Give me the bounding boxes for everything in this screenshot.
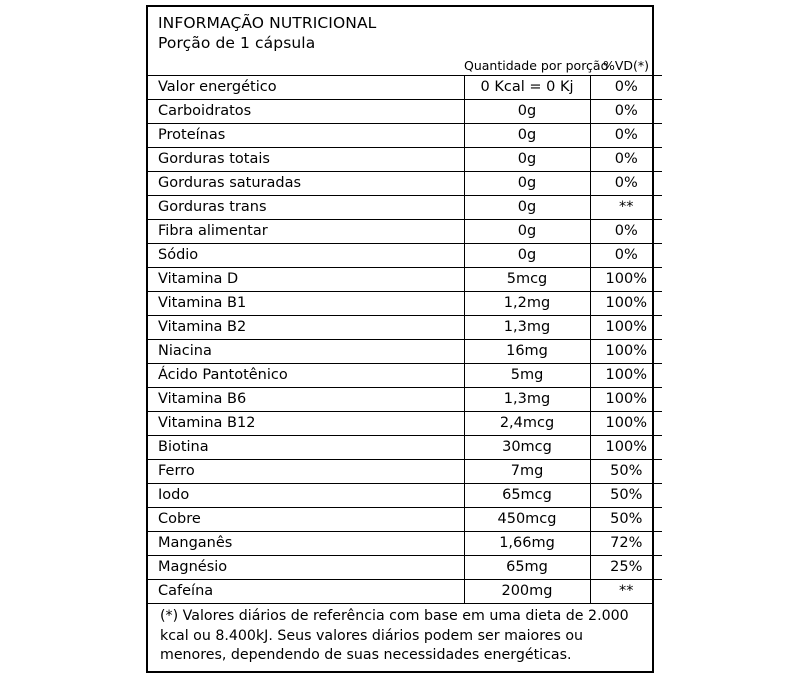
nutrient-amount: 0g — [464, 100, 590, 124]
nutrient-amount: 5mg — [464, 364, 590, 388]
table-row — [148, 124, 662, 148]
nutrient-name: Vitamina B6 — [148, 388, 464, 412]
nutrient-name: Magnésio — [148, 556, 464, 580]
nutrient-name: Sódio — [148, 244, 464, 268]
nutrient-name: Gorduras totais — [148, 148, 464, 172]
table-row — [148, 148, 662, 172]
table-row — [148, 436, 662, 460]
nutrient-vd: 0% — [590, 100, 662, 124]
nutrient-name: Cafeína — [148, 580, 464, 604]
nutrient-vd: 72% — [590, 532, 662, 556]
nutrient-amount: 0g — [464, 196, 590, 220]
table-row — [148, 172, 662, 196]
table-row — [148, 100, 662, 124]
nutrient-name: Ácido Pantotênico — [148, 364, 464, 388]
column-header-amount: Quantidade por porção — [464, 58, 609, 73]
nutrient-amount: 30mcg — [464, 436, 590, 460]
nutrient-amount: 200mg — [464, 580, 590, 604]
nutrient-name: Manganês — [148, 532, 464, 556]
nutrient-vd: 100% — [590, 364, 662, 388]
nutrient-name: Valor energético — [148, 76, 464, 100]
table-row — [148, 220, 662, 244]
nutrient-vd: 100% — [590, 268, 662, 292]
nutrient-name: Carboidratos — [148, 100, 464, 124]
nutrient-name: Vitamina B1 — [148, 292, 464, 316]
nutrient-vd: 0% — [590, 124, 662, 148]
table-row — [148, 388, 662, 412]
daily-value-footnote: (*) Valores diários de referência com base em uma dieta de 2.000 kcal ou 8.400kJ. Seus valores diários podem ser maiores ou menores, dependendo de suas necessidades energéticas. — [148, 603, 652, 671]
nutrient-vd: 0% — [590, 76, 662, 100]
nutrient-vd: 0% — [590, 220, 662, 244]
nutrient-name: Cobre — [148, 508, 464, 532]
nutrient-vd: 50% — [590, 460, 662, 484]
table-row — [148, 196, 662, 220]
nutrient-vd: 25% — [590, 556, 662, 580]
nutrition-table-body — [148, 55, 662, 603]
nutrient-amount: 0g — [464, 124, 590, 148]
nutrient-amount: 1,66mg — [464, 532, 590, 556]
nutrient-vd: 100% — [590, 388, 662, 412]
nutrient-vd: 50% — [590, 508, 662, 532]
table-row — [148, 460, 662, 484]
nutrient-amount: 1,2mg — [464, 292, 590, 316]
nutrient-amount: 0 Kcal = 0 Kj — [464, 76, 590, 100]
nutrient-vd: 100% — [590, 316, 662, 340]
nutrient-vd: ** — [590, 196, 662, 220]
table-row — [148, 508, 662, 532]
nutrition-table — [148, 55, 662, 603]
nutrient-vd: 100% — [590, 292, 662, 316]
nutrient-amount: 0g — [464, 244, 590, 268]
nutrient-vd: 0% — [590, 172, 662, 196]
label-title: INFORMAÇÃO NUTRICIONAL — [158, 14, 377, 32]
nutrient-amount: 1,3mg — [464, 316, 590, 340]
table-row — [148, 244, 662, 268]
nutrient-vd: 0% — [590, 148, 662, 172]
table-row — [148, 268, 662, 292]
nutrient-amount: 16mg — [464, 340, 590, 364]
table-row — [148, 292, 662, 316]
nutrient-name: Biotina — [148, 436, 464, 460]
nutrient-amount: 5mcg — [464, 268, 590, 292]
nutrient-vd: 100% — [590, 412, 662, 436]
table-row — [148, 364, 662, 388]
nutrient-name: Gorduras saturadas — [148, 172, 464, 196]
nutrient-vd: ** — [590, 580, 662, 604]
serving-size: Porção de 1 cápsula — [158, 34, 316, 52]
table-row — [148, 556, 662, 580]
nutrient-amount: 65mg — [464, 556, 590, 580]
table-row — [148, 580, 662, 604]
nutrient-amount: 1,3mg — [464, 388, 590, 412]
column-header-name — [148, 55, 464, 76]
nutrient-amount: 65mcg — [464, 484, 590, 508]
column-header-vd: %VD(*) — [602, 58, 650, 73]
nutrient-name: Proteínas — [148, 124, 464, 148]
nutrient-name: Gorduras trans — [148, 196, 464, 220]
nutrient-name: Ferro — [148, 460, 464, 484]
nutrition-facts-panel — [146, 5, 654, 673]
table-row — [148, 340, 662, 364]
nutrient-name: Fibra alimentar — [148, 220, 464, 244]
nutrient-vd: 100% — [590, 340, 662, 364]
nutrient-vd: 50% — [590, 484, 662, 508]
nutrient-amount: 0g — [464, 172, 590, 196]
table-row — [148, 412, 662, 436]
nutrient-name: Vitamina B12 — [148, 412, 464, 436]
nutrient-vd: 0% — [590, 244, 662, 268]
nutrient-name: Vitamina B2 — [148, 316, 464, 340]
nutrient-name: Iodo — [148, 484, 464, 508]
label-header — [148, 7, 652, 55]
nutrient-vd: 100% — [590, 436, 662, 460]
table-header-row — [148, 55, 662, 76]
nutrient-amount: 7mg — [464, 460, 590, 484]
nutrient-amount: 2,4mcg — [464, 412, 590, 436]
table-row — [148, 532, 662, 556]
table-row — [148, 316, 662, 340]
nutrient-amount: 450mcg — [464, 508, 590, 532]
table-row — [148, 76, 662, 100]
table-row — [148, 484, 662, 508]
nutrient-name: Niacina — [148, 340, 464, 364]
nutrient-name: Vitamina D — [148, 268, 464, 292]
nutrient-amount: 0g — [464, 148, 590, 172]
nutrient-amount: 0g — [464, 220, 590, 244]
